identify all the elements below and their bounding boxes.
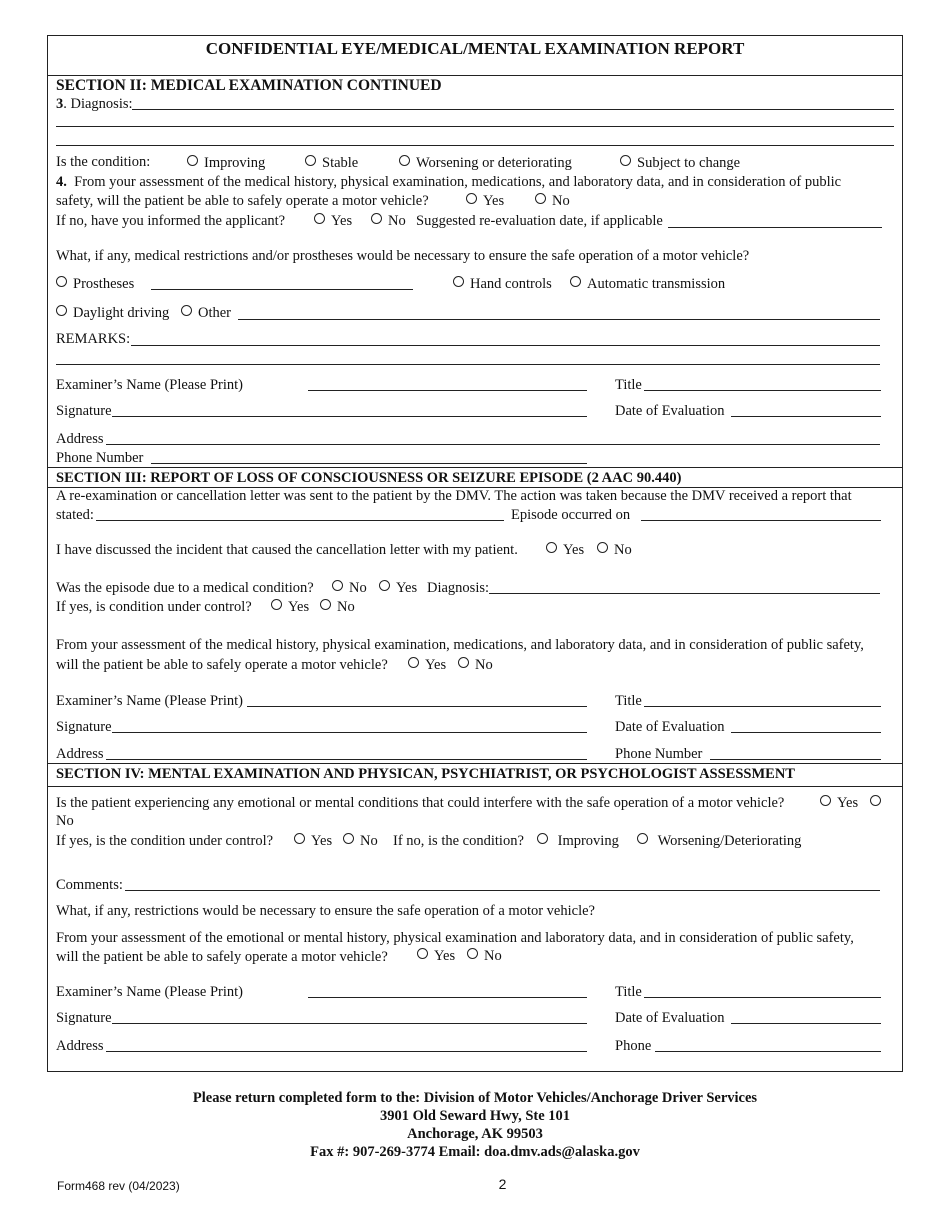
radio-icon[interactable] [56,276,67,287]
under-control-no-option[interactable]: No [343,833,378,849]
remarks-line-1[interactable] [131,345,880,346]
radio-icon[interactable] [458,657,469,668]
radio-icon[interactable] [637,833,648,844]
signature-label: Signature [56,1010,112,1026]
assessment-yes-option[interactable]: Yes [417,948,455,964]
assessment-line-1: From your assessment of the medical history, physical examination, medications, and laboratory data, and in consideration of public safety, [56,637,864,653]
improving-option[interactable]: Improving [537,833,619,849]
return-instructions: Please return completed form to the: Division of Motor Vehicles/Anchorage Driver Services [192,1090,758,1106]
assessment-no-option[interactable]: No [458,657,493,673]
section-4-heading: SECTION IV: MENTAL EXAMINATION AND PHYSICAN, PSYCHIATRIST, OR PSYCHOLOGIST ASSESSMENT [56,766,795,782]
diagnosis-label: Diagnosis: [427,580,490,596]
return-address-street: 3901 Old Seward Hwy, Ste 101 [379,1108,571,1124]
examiner-name-field[interactable] [308,390,587,391]
page-number: 2 [498,1176,507,1192]
radio-icon[interactable] [597,542,608,553]
medical-condition-label: Was the episode due to a medical condition? [56,580,314,596]
address-field[interactable] [106,1051,587,1052]
radio-icon[interactable] [320,599,331,610]
radio-icon[interactable] [620,155,631,166]
divider [48,467,902,468]
condition-stable-option[interactable]: Stable [305,155,358,171]
address-field[interactable] [106,444,880,445]
phone-number-field[interactable] [151,463,587,464]
episode-date-field[interactable] [641,520,881,521]
divider [48,763,902,764]
date-of-evaluation-field[interactable] [731,1023,881,1024]
phone-number-field[interactable] [710,759,881,760]
diagnosis-label: 3. Diagnosis: [56,96,133,112]
section-2-heading: SECTION II: MEDICAL EXAMINATION CONTINUED [56,77,442,94]
informed-label: If no, have you informed the applicant? [56,213,286,229]
emotional-no-label: No [56,813,74,829]
radio-icon[interactable] [417,948,428,959]
question-4-line-2: safety, will the patient be able to safely operate a motor vehicle? [56,193,429,209]
emotional-no-option[interactable] [870,795,887,811]
diagnosis-line-1[interactable] [132,109,894,110]
diagnosis-line-3[interactable] [56,145,894,146]
diagnosis-field[interactable] [489,593,880,594]
date-of-evaluation-label: Date of Evaluation [615,1010,725,1026]
divider [48,786,902,787]
phone-label: Phone [615,1038,652,1054]
diagnosis-line-2[interactable] [56,126,894,127]
form-id: Form468 rev (04/2023) [57,1179,180,1193]
signature-field[interactable] [112,732,587,733]
radio-icon[interactable] [332,580,343,591]
emotional-yes-option[interactable]: Yes [820,795,858,811]
radio-icon[interactable] [399,155,410,166]
stated-label: stated: [56,507,94,523]
address-label: Address [56,746,104,762]
question-4-line-1: 4. From your assessment of the medical history, physical examination, medications, and laboratory data, and in consideration of public [56,174,842,190]
radio-icon[interactable] [535,193,546,204]
signature-field[interactable] [112,416,587,417]
comments-field[interactable] [125,890,880,891]
signature-label: Signature [56,403,112,419]
section-3-intro: A re-examination or cancellation letter was sent to the patient by the DMV. The action was taken because the DMV received a report that [56,488,852,504]
radio-icon[interactable] [371,213,382,224]
radio-icon[interactable] [537,833,548,844]
divider [48,75,902,76]
assessment-line-2: will the patient be able to safely operate a motor vehicle? [56,949,388,965]
informed-yes-option[interactable]: Yes [314,213,352,229]
address-label: Address [56,431,104,447]
title-field[interactable] [644,997,881,998]
if-no-condition-label: If no, is the condition? [393,833,524,849]
radio-icon[interactable] [820,795,831,806]
address-label: Address [56,1038,104,1054]
title-label: Title [615,377,642,393]
radio-icon[interactable] [56,305,67,316]
date-of-evaluation-label: Date of Evaluation [615,403,725,419]
radio-icon[interactable] [314,213,325,224]
return-address-city: Anchorage, AK 99503 [407,1126,543,1142]
under-control-yes-option[interactable]: Yes [271,599,309,615]
contact-fax-email: Fax #: 907-269-3774 Email: doa.dmv.ads@alaska.gov [310,1144,640,1160]
under-control-label: If yes, is condition under control? [56,599,252,615]
stated-field[interactable] [96,520,504,521]
radio-icon[interactable] [467,948,478,959]
restrictions-question: What, if any, restrictions would be necessary to ensure the safe operation of a motor vehicle? [56,903,595,919]
condition-improving-option[interactable]: Improving [187,155,265,171]
assessment-yes-option[interactable]: Yes [408,657,446,673]
date-of-evaluation-label: Date of Evaluation [615,719,725,735]
radio-icon[interactable] [305,155,316,166]
remarks-line-2[interactable] [56,364,880,365]
title-field[interactable] [644,390,881,391]
prostheses-field[interactable] [151,289,413,290]
discussed-label: I have discussed the incident that caused the cancellation letter with my patient. [56,542,518,558]
emotional-question: Is the patient experiencing any emotional or mental conditions that could interfere with the safe operation of a motor vehicle? [56,795,785,811]
radio-icon[interactable] [294,833,305,844]
remarks-label: REMARKS: [56,331,131,347]
examiner-name-label: Examiner’s Name (Please Print) [56,377,243,393]
title-field[interactable] [644,706,881,707]
comments-label: Comments: [56,877,123,893]
radio-icon[interactable] [379,580,390,591]
title-label: Title [615,693,642,709]
address-field[interactable] [106,759,587,760]
examiner-name-label: Examiner’s Name (Please Print) [56,693,243,709]
other-field[interactable] [238,319,880,320]
hand-controls-option[interactable]: Hand controls [453,276,552,292]
worsening-option[interactable]: Worsening/Deteriorating [637,833,801,849]
examiner-name-field[interactable] [308,997,587,998]
reevaluation-date-field[interactable] [668,227,882,228]
discussed-yes-option[interactable]: Yes [546,542,584,558]
under-control-no-option[interactable]: No [320,599,355,615]
q4-no-option[interactable]: No [535,193,570,209]
date-of-evaluation-field[interactable] [731,732,881,733]
radio-icon[interactable] [408,657,419,668]
condition-worsening-option[interactable]: Worsening or deteriorating [399,155,572,171]
daylight-driving-option[interactable]: Daylight driving [56,305,169,321]
prostheses-option[interactable]: Prostheses [56,276,134,292]
radio-icon[interactable] [546,542,557,553]
radio-icon[interactable] [570,276,581,287]
medical-condition-no-option[interactable]: No [332,580,367,596]
q4-yes-option[interactable]: Yes [466,193,504,209]
condition-subject-to-change-option[interactable]: Subject to change [620,155,740,171]
discussed-no-option[interactable]: No [597,542,632,558]
radio-icon[interactable] [466,193,477,204]
episode-occurred-label: Episode occurred on [511,507,631,523]
medical-condition-yes-option[interactable]: Yes [379,580,417,596]
under-control-yes-option[interactable]: Yes [294,833,332,849]
form-title: CONFIDENTIAL EYE/MEDICAL/MENTAL EXAMINATION REPORT [205,39,745,58]
form-frame [47,35,903,1072]
assessment-line-1: From your assessment of the emotional or mental history, physical examination and laboratory data, and in consideration of public safety, [56,930,854,946]
reevaluation-label: Suggested re-evaluation date, if applicable [416,213,663,229]
automatic-transmission-option[interactable]: Automatic transmission [570,276,725,292]
under-control-label: If yes, is the condition under control? [56,833,274,849]
condition-label: Is the condition: [56,154,151,170]
radio-icon[interactable] [187,155,198,166]
phone-number-label: Phone Number [615,746,703,762]
radio-icon[interactable] [453,276,464,287]
examiner-name-label: Examiner’s Name (Please Print) [56,984,243,1000]
date-of-evaluation-field[interactable] [731,416,881,417]
radio-icon[interactable] [870,795,881,806]
informed-no-option[interactable]: No [371,213,406,229]
restrictions-question: What, if any, medical restrictions and/or prostheses would be necessary to ensure the safe operation of a motor vehicle? [56,248,750,264]
signature-label: Signature [56,719,112,735]
radio-icon[interactable] [271,599,282,610]
signature-field[interactable] [112,1023,587,1024]
assessment-line-2: will the patient be able to safely operate a motor vehicle? [56,657,388,673]
radio-icon[interactable] [181,305,192,316]
phone-field[interactable] [655,1051,881,1052]
assessment-no-option[interactable]: No [467,948,502,964]
other-option[interactable]: Other [181,305,231,321]
section-3-heading: SECTION III: REPORT OF LOSS OF CONSCIOUSNESS OR SEIZURE EPISODE (2 AAC 90.440) [56,470,682,486]
title-label: Title [615,984,642,1000]
examiner-name-field[interactable] [247,706,587,707]
radio-icon[interactable] [343,833,354,844]
phone-number-label: Phone Number [56,450,144,466]
